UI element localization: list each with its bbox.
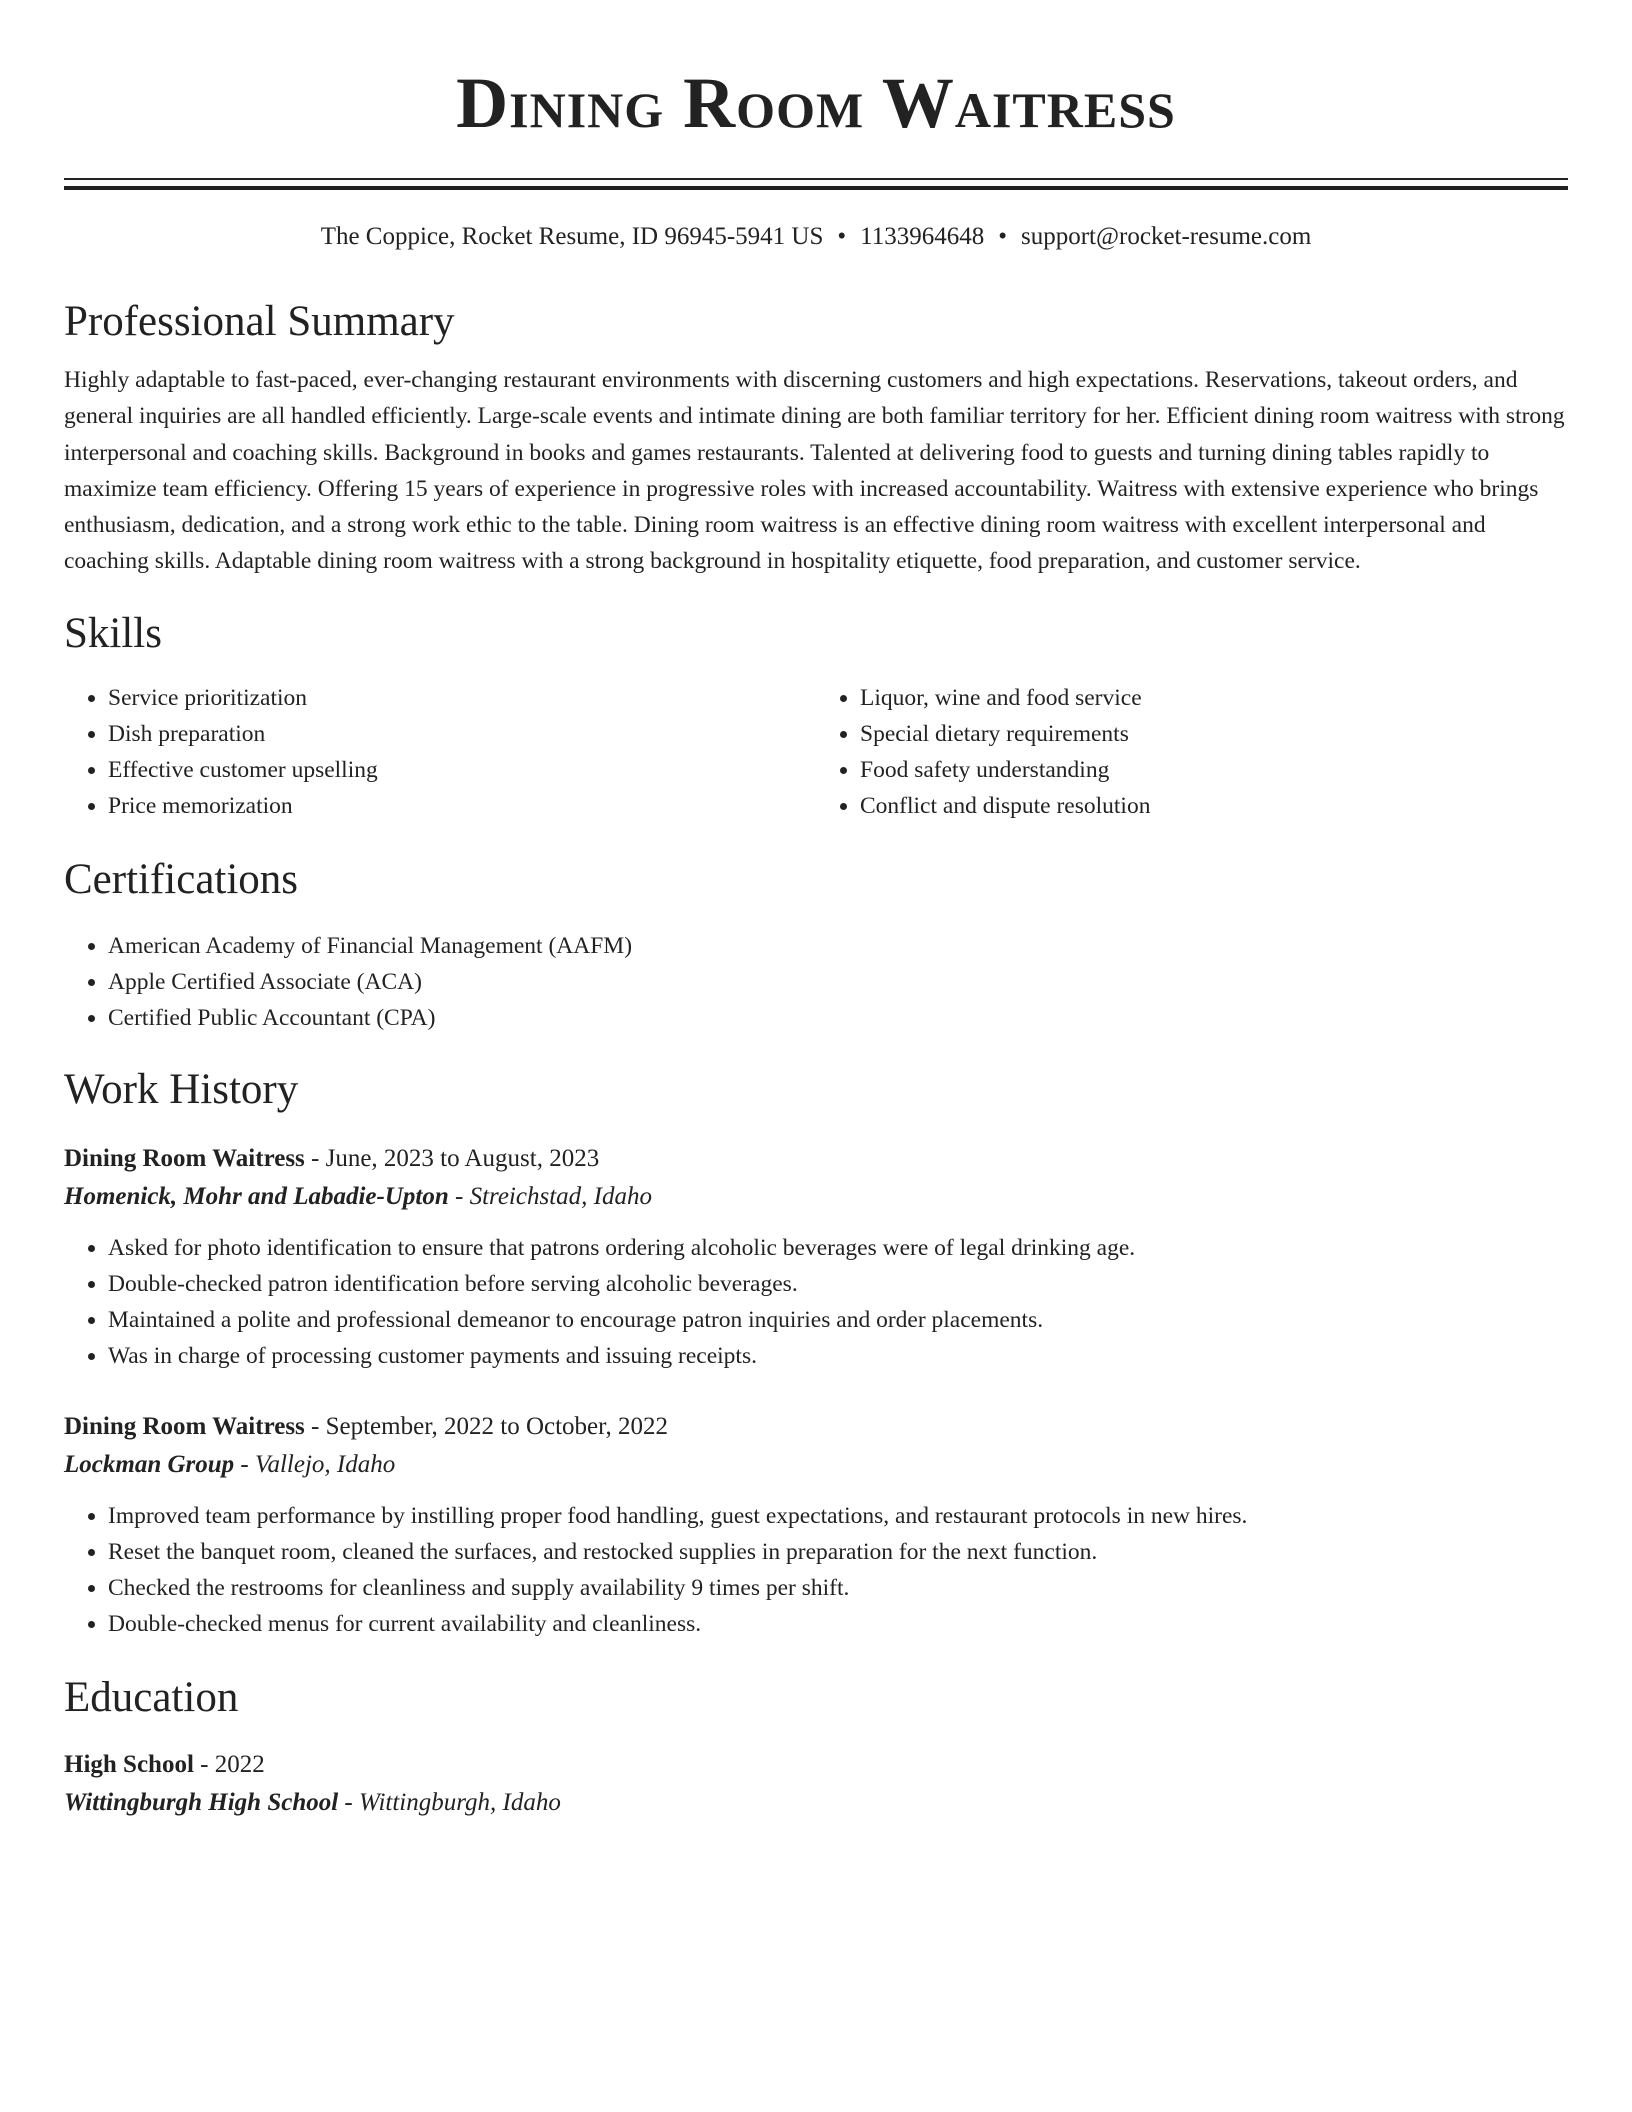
job-duty-item: • Checked the restrooms for cleanliness and supply availability 9 times per shift. [108, 1570, 1568, 1606]
contact-address: The Coppice, Rocket Resume, ID 96945-5941 US [320, 223, 824, 250]
contact-phone: 1133964648 [860, 223, 985, 250]
education-entry [64, 1746, 1568, 1822]
degree-name: High School [64, 1750, 194, 1778]
section-heading-education: Education [64, 1673, 239, 1721]
job-entry [64, 1408, 1568, 1642]
degree-line [64, 1746, 1568, 1784]
section-heading-summary: Professional Summary [64, 298, 455, 345]
summary-paragraph: Highly adaptable to fast-paced, ever-changing restaurant environments with discerning customers and high expectations. Reservations, takeout orders, and general inquiries are all handled efficiently. Large-scale events and intimate dining are both familiar territory for her. Efficient dining room waitress with strong interpersonal and coaching skills. Background in books and games restaurants. Talented at delivering food to guests and turning dining tables rapidly to maximize team efficiency. Offering 15 years of experience in progressive roles with increased accountability. Waitress with extensive experience who brings enthusiasm, dedication, and a strong work ethic to the table. Dining room waitress is an effective dining room waitress with excellent interpersonal and coaching skills. Adaptable dining room waitress with a strong background in hospitality etiquette, food preparation, and customer service. [64, 367, 1565, 575]
employer-name: Lockman Group [64, 1450, 235, 1478]
job-duties-list [64, 1498, 1568, 1642]
skills-list-right [816, 680, 1568, 824]
certification-item: • Certified Public Accountant (CPA) [108, 1000, 1568, 1036]
job-title: Dining Room Waitress [64, 1144, 305, 1172]
header-rule-thin [64, 178, 1568, 180]
resume-name-title: Dining Room Waitress [456, 63, 1176, 143]
employer-location: - Vallejo, Idaho [234, 1450, 396, 1478]
skill-item: • Dish preparation [108, 716, 816, 752]
header-rule-thick [64, 186, 1568, 190]
school-location: - Wittingburgh, Idaho [338, 1788, 561, 1816]
skill-item: • Service prioritization [108, 680, 816, 716]
job-duty-item: • Was in charge of processing customer payments and issuing receipts. [108, 1338, 1568, 1374]
certification-item: • Apple Certified Associate (ACA) [108, 964, 1568, 1000]
job-dates: - September, 2022 to October, 2022 [304, 1412, 668, 1440]
contact-separator: • [837, 223, 847, 250]
job-title-line [64, 1140, 1568, 1178]
employer-location: - Streichstad, Idaho [448, 1182, 652, 1210]
skill-item: • Effective customer upselling [108, 752, 816, 788]
skill-item: • Special dietary requirements [860, 716, 1568, 752]
job-duty-item: • Asked for photo identification to ensure that patrons ordering alcoholic beverages were of legal drinking age. [108, 1230, 1568, 1266]
job-duty-item: • Double-checked patron identification before serving alcoholic beverages. [108, 1266, 1568, 1302]
job-duties-list [64, 1230, 1568, 1374]
school-name: Wittingburgh High School [64, 1788, 339, 1816]
school-line [64, 1784, 1568, 1822]
job-duty-item: • Double-checked menus for current availability and cleanliness. [108, 1606, 1568, 1642]
skill-item: • Conflict and dispute resolution [860, 788, 1568, 824]
job-duty-item: • Reset the banquet room, cleaned the surfaces, and restocked supplies in preparation for the next function. [108, 1534, 1568, 1570]
job-entry [64, 1140, 1568, 1374]
contact-separator: • [998, 223, 1007, 250]
skills-list-left [64, 680, 816, 824]
job-title: Dining Room Waitress [64, 1412, 305, 1440]
skill-item: • Liquor, wine and food service [860, 680, 1568, 716]
job-dates: - June, 2023 to August, 2023 [304, 1144, 600, 1172]
certification-item: • American Academy of Financial Management (AAFM) [108, 928, 1568, 964]
job-duty-item: • Maintained a polite and professional demeanor to encourage patron inquiries and order placements. [108, 1302, 1568, 1338]
contact-email: support@rocket-resume.com [1021, 223, 1312, 250]
employer-line [64, 1446, 1568, 1484]
job-title-line [64, 1408, 1568, 1446]
job-duty-item: • Improved team performance by instilling proper food handling, guest expectations, and restaurant protocols in new hires. [108, 1498, 1568, 1534]
section-heading-certifications: Certifications [64, 855, 299, 903]
employer-name: Homenick, Mohr and Labadie-Upton [64, 1182, 449, 1210]
degree-year: - 2022 [193, 1750, 265, 1778]
skill-item: • Food safety understanding [860, 752, 1568, 788]
certifications-list [64, 928, 1568, 1036]
employer-line [64, 1178, 1568, 1216]
skills-grid [64, 680, 1568, 824]
contact-line [64, 220, 1568, 254]
section-heading-work-history: Work History [64, 1065, 299, 1113]
skill-item: • Price memorization [108, 788, 816, 824]
section-heading-skills: Skills [64, 609, 162, 657]
